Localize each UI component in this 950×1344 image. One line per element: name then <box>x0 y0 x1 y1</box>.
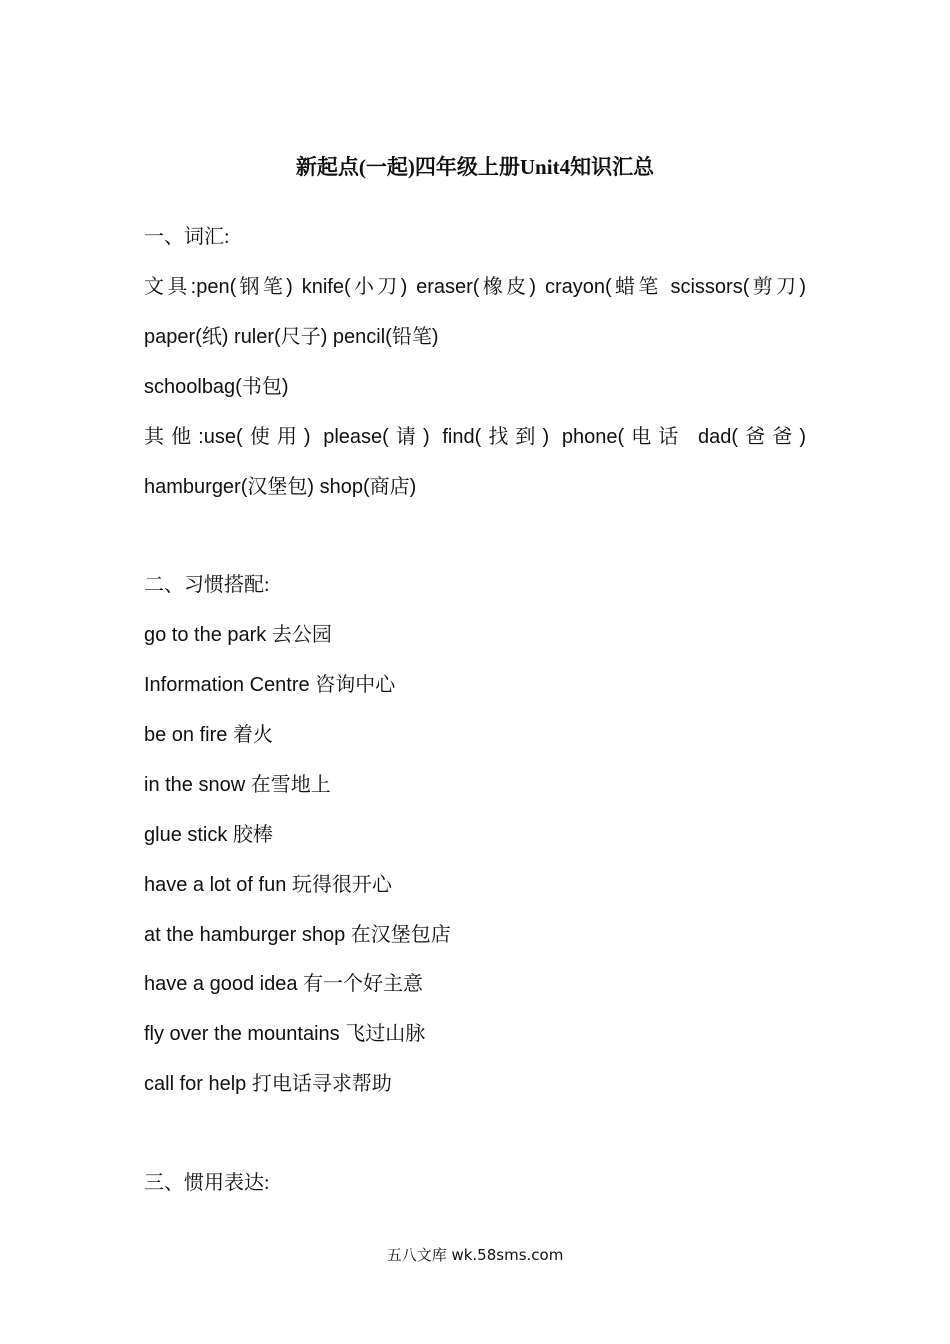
collocation-item: have a lot of fun 玩得很开心 <box>144 874 392 896</box>
collocation-item: Information Centre 咨询中心 <box>144 674 396 696</box>
collocation-item: call for help 打电话寻求帮助 <box>144 1073 392 1095</box>
vocabulary-line: schoolbag(书包) <box>144 376 289 398</box>
section-heading-expressions: 三、惯用表达: <box>144 1172 270 1194</box>
vocabulary-line: paper(纸) ruler(尺子) pencil(铅笔) <box>144 326 439 348</box>
collocation-item: fly over the mountains 飞过山脉 <box>144 1023 426 1045</box>
document-title: 新起点(一起)四年级上册Unit4知识汇总 <box>295 155 655 179</box>
vocabulary-line: hamburger(汉堡包) shop(商店) <box>144 476 417 498</box>
collocation-item: go to the park 去公园 <box>144 624 332 646</box>
collocation-item: in the snow 在雪地上 <box>144 774 331 796</box>
collocation-item: have a good idea 有一个好主意 <box>144 973 424 995</box>
collocation-item: at the hamburger shop 在汉堡包店 <box>144 924 451 946</box>
collocation-item: glue stick 胶棒 <box>144 824 273 846</box>
vocabulary-line: 其他:use(使用) please(请) find(找到) phone(电话 dad(爸爸) <box>144 426 806 448</box>
section-heading-collocations: 二、习惯搭配: <box>144 574 270 596</box>
vocabulary-line: 文具:pen(钢笔) knife(小刀) eraser(橡皮) crayon(蜡笔 scissors(剪刀) <box>144 276 806 298</box>
page-footer: 五八文库 wk.58sms.com <box>386 1246 564 1264</box>
section-heading-vocabulary: 一、词汇: <box>144 226 230 248</box>
collocation-item: be on fire 着火 <box>144 724 273 746</box>
